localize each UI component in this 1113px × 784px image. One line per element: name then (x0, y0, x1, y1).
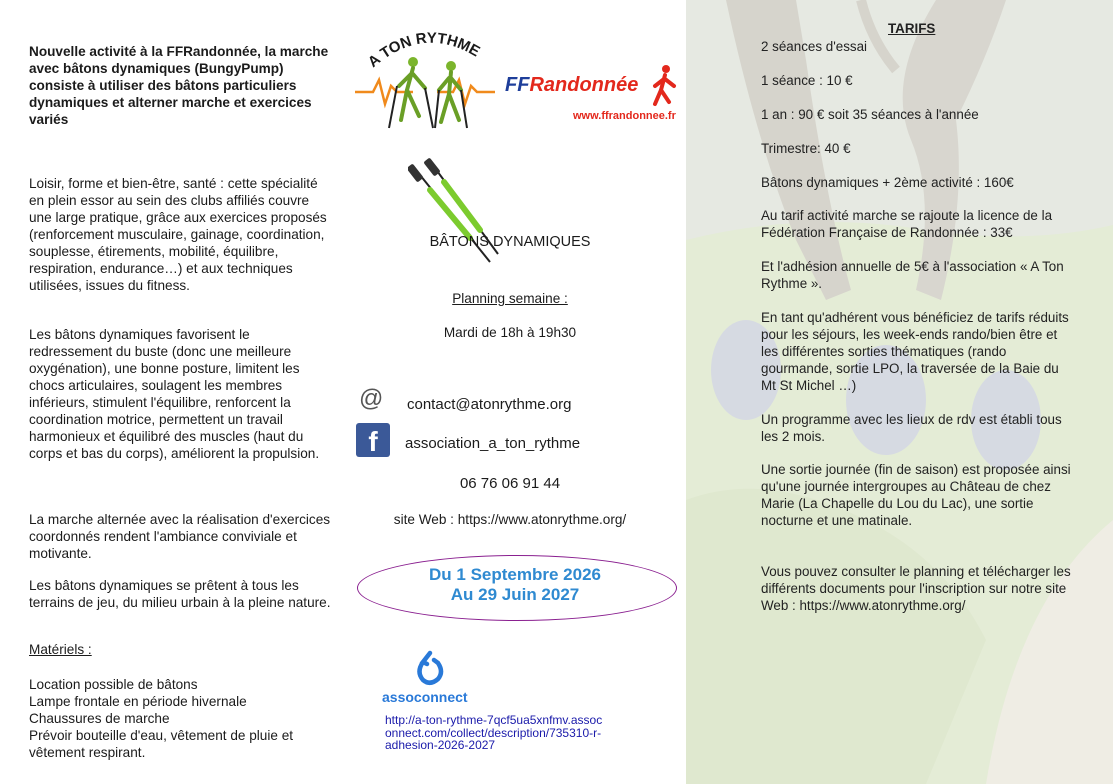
tarif-quarter: Trimestre: 40 € (761, 141, 851, 156)
paragraph-benefits: Les bâtons dynamiques favorisent le redressement du buste (donc une meilleure oxygénation), une bonne posture, limitent les chocs articulaires, soulagent les membres inférieurs, stimulent l'équilibre, renforcent la coordination motrice, permettent un travail harmonieux et équilibré des muscles (haut du corps et bas du corps), améliorent la propulsion. (29, 327, 320, 461)
facebook-icon[interactable]: f (356, 423, 390, 457)
activity-title: BÂTONS DYNAMIQUES (429, 234, 591, 250)
website-link[interactable]: site Web : https://www.atonrythme.org/ (393, 512, 627, 527)
tarif-year: 1 an : 90 € soit 35 séances à l'année (761, 107, 979, 122)
adhesion-link[interactable]: http://a-ton-rythme-7qcf5ua5xnfmv.assoconnect.com/collect/description/735310-r-adhesion-2026-2027 (385, 713, 603, 752)
materials-title: Matériels : (29, 642, 92, 657)
materials-list (29, 676, 334, 761)
email-link[interactable]: contact@atonrythme.org (407, 396, 572, 413)
poles-icon (408, 158, 503, 268)
ffr-ff: FF (505, 74, 530, 96)
ffr-url: www.ffrandonnee.fr (573, 110, 676, 122)
tarif-trial: 2 séances d'essai (761, 39, 868, 54)
program-info: Un programme avec les lieux de rdv est établi tous les 2 mois. (761, 412, 1062, 444)
logo-text: A TON RYTHME (364, 29, 483, 71)
member-benefits: En tant qu'adhérent vous bénéficiez de tarifs réduits pour les séjours, les week-ends rando/bien être et les différentes sorties thématiques (rando gourmande, sortie LPO, la traversée de la Baie du Mt St Michel …) (761, 310, 1069, 393)
at-sign-icon: @ (359, 385, 384, 412)
hiker-icon (649, 64, 679, 108)
materials-item: Location possible de bâtons (29, 677, 198, 692)
website-info: Vous pouvez consulter le planning et télécharger les différents documents pour l'inscription sur notre site Web : https://www.atonrythme.org/ (761, 564, 1071, 613)
tarif-session: 1 séance : 10 € (761, 73, 853, 88)
middle-column (345, 0, 685, 784)
a-ton-rythme-logo (353, 28, 498, 133)
planning-title: Planning semaine : (452, 291, 568, 306)
facebook-link[interactable]: association_a_ton_rythme (405, 435, 581, 452)
outings-info: Une sortie journée (fin de saison) est proposée ainsi qu'une journée intergroupes au Château de chez Marie (La Chapelle du Lou du Lac), une sortie nocturne et une matinale. (761, 462, 1071, 528)
left-column (0, 0, 345, 784)
membership-info: Et l'adhésion annuelle de 5€ à l'association « A Ton Rythme ». (761, 259, 1064, 291)
phone-number: 06 76 06 91 44 (459, 475, 561, 492)
dates-ellipse (357, 555, 677, 621)
paragraph-terrain: Les bâtons dynamiques se prêtent à tous les terrains de jeu, du milieu urbain à la pleine nature. (29, 578, 331, 610)
paragraph-leisure: Loisir, forme et bien-être, santé : cette spécialité en plein essor au sein des clubs affiliés couvre une large pratique, grâce aux exercices proposés (renforcement musculaire, gainage, coordination, souplesse, étirements, mobilité, équilibre, respiration, endurance…) et aux techniques utilisées, issues du fitness. (29, 176, 327, 293)
ffrandonnee-logo (505, 70, 680, 130)
materials-item: Lampe frontale en période hivernale (29, 694, 247, 709)
assoconnect-icon (413, 650, 447, 688)
date-start: Du 1 Septembre 2026 (429, 565, 601, 584)
intro-text: Nouvelle activité à la FFRandonnée, la marche avec bâtons dynamiques (BungyPump) consiste à utiliser des bâtons particuliers dynamiques et alterner marche et exercices variés (29, 44, 329, 127)
materials-item: Chaussures de marche (29, 711, 170, 726)
right-column (686, 0, 1113, 784)
assoconnect-label: assoconnect (382, 689, 468, 705)
tarifs-title: TARIFS (888, 21, 936, 36)
materials-item: Prévoir bouteille d'eau, vêtement de pluie et vêtement respirant. (29, 728, 294, 760)
licence-info: Au tarif activité marche se rajoute la licence de la Fédération Française de Randonnée : 33€ (761, 208, 1053, 240)
date-end: Au 29 Juin 2027 (450, 585, 580, 604)
tarif-second-activity: Bâtons dynamiques + 2ème activité : 160€ (761, 175, 1014, 190)
svg-text:A TON RYTHME (365, 30, 483, 71)
planning-schedule: Mardi de 18h à 19h30 (443, 325, 577, 340)
paragraph-alternating: La marche alternée avec la réalisation d'exercices coordonnés rendent l'ambiance conviviale et motivante. (29, 512, 331, 561)
ffr-name: Randonnée (529, 74, 639, 96)
